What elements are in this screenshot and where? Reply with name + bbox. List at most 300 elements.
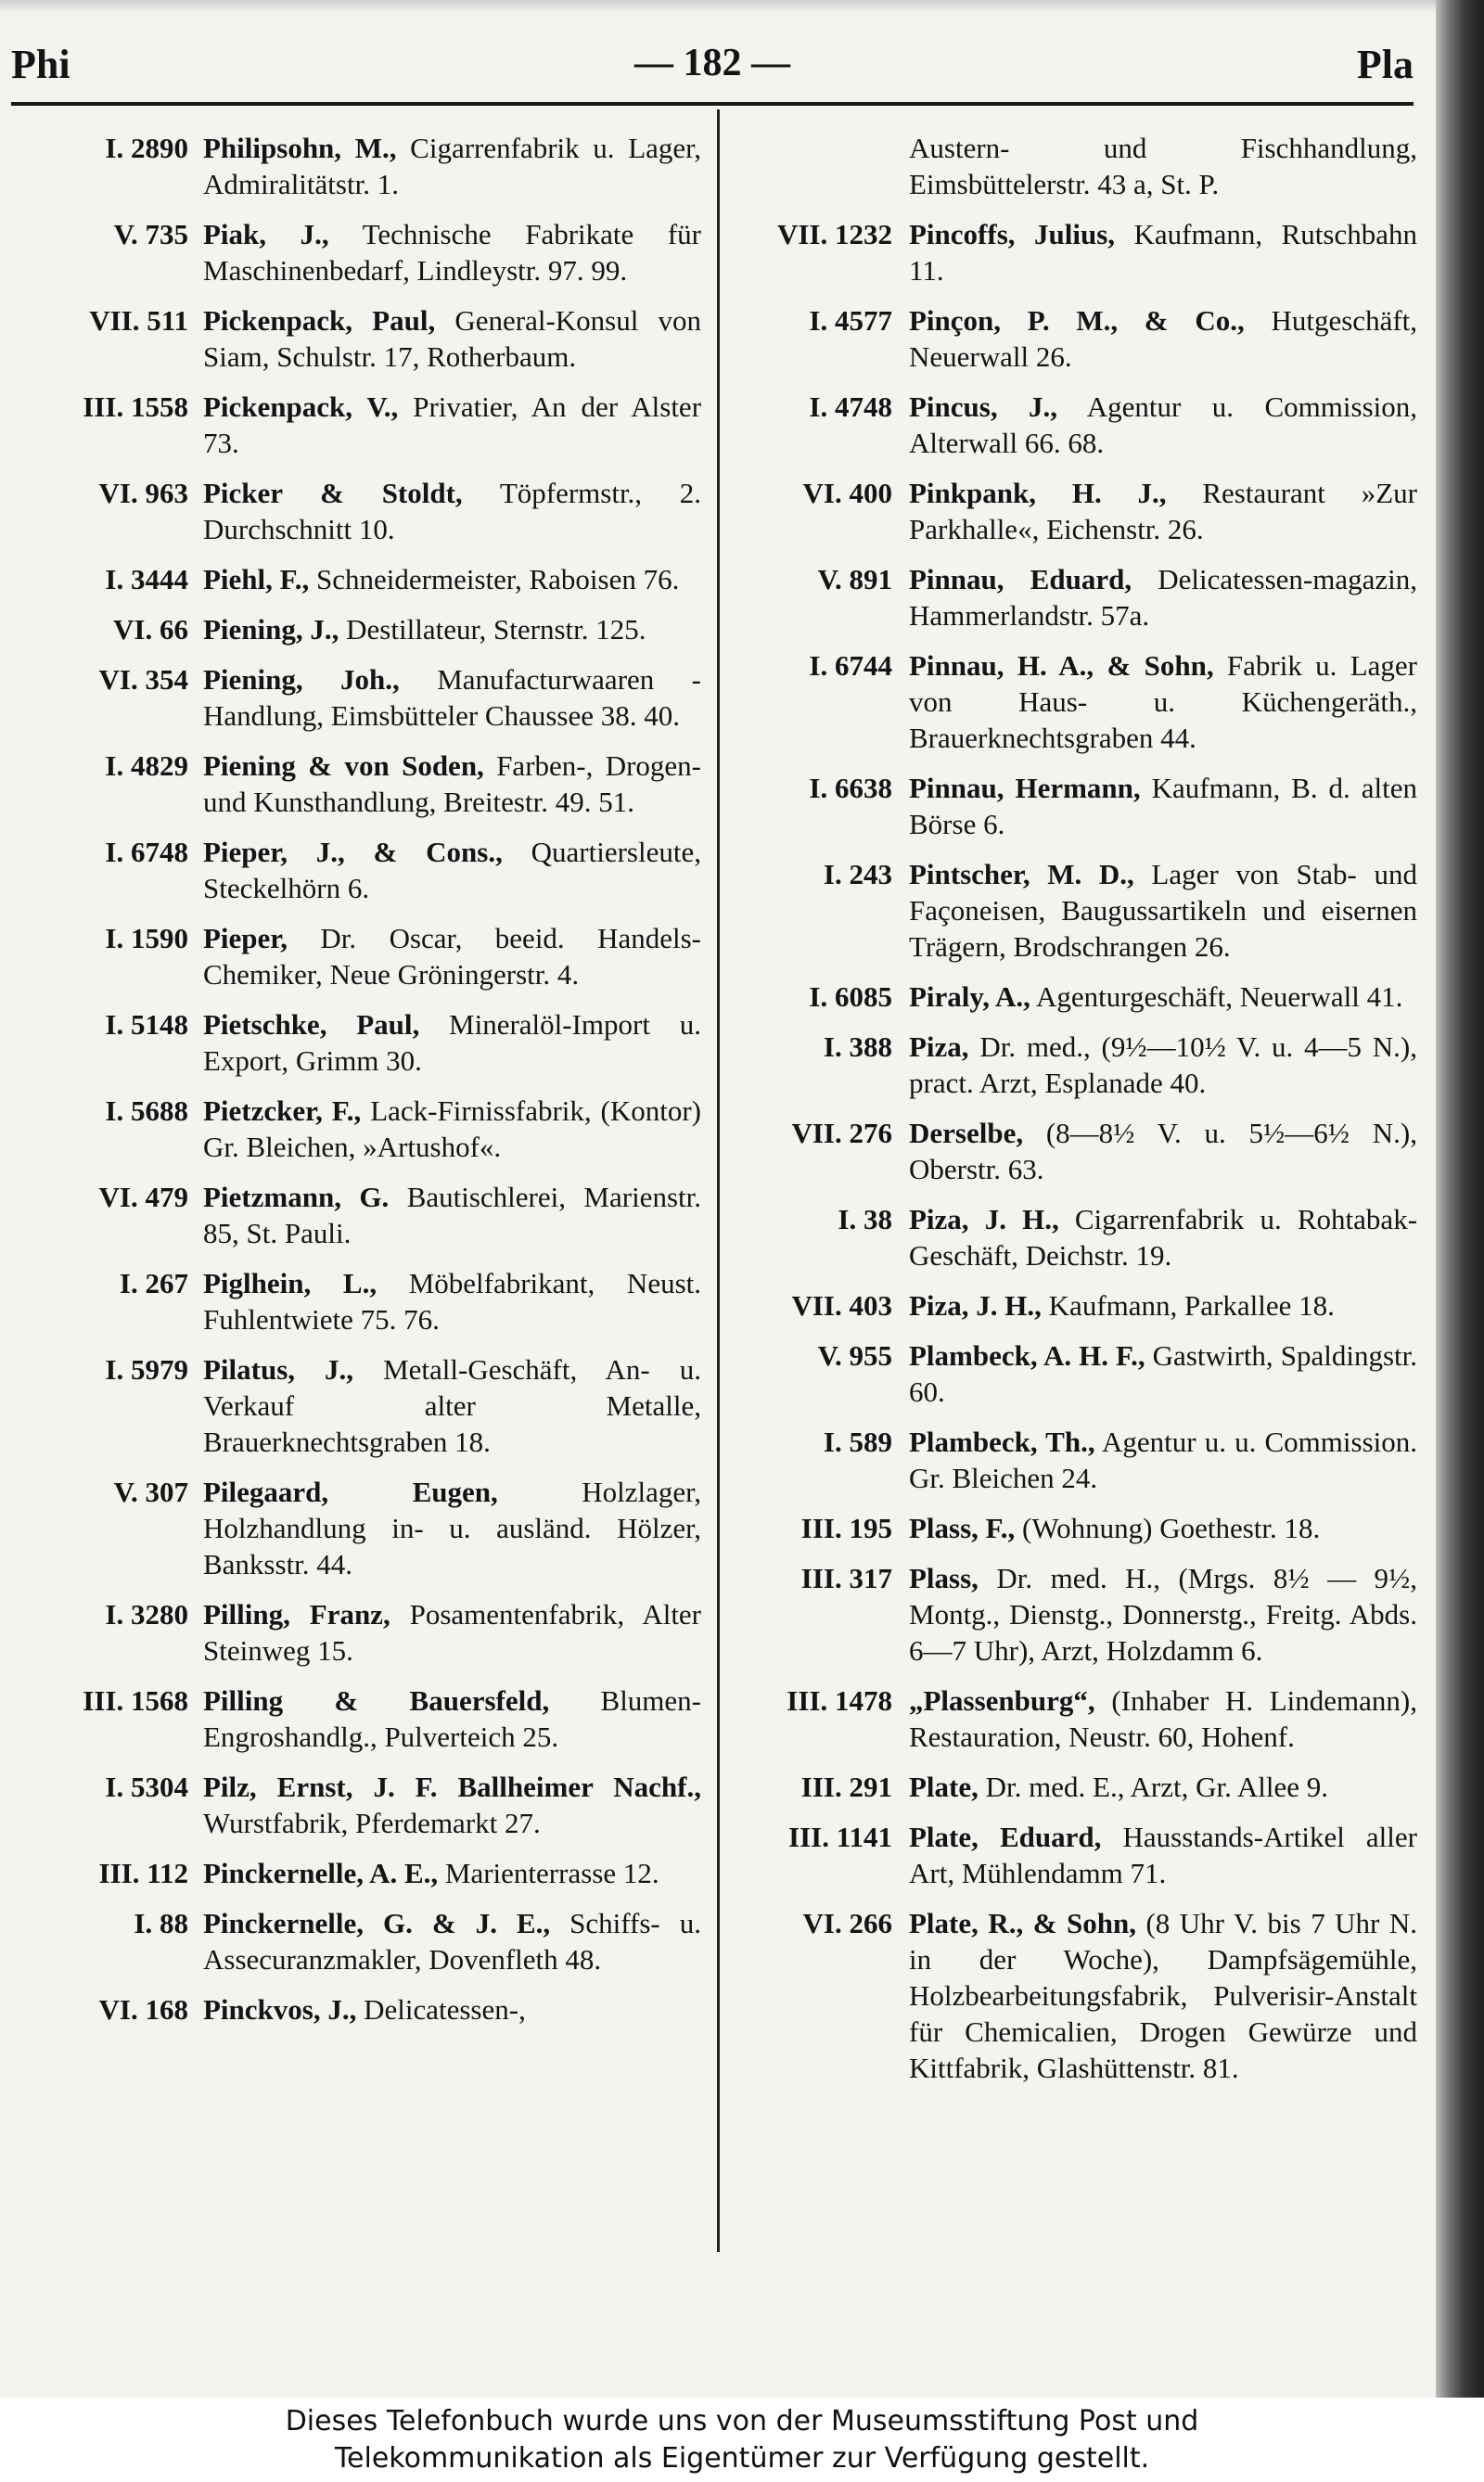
entry-text [909,1682,1417,1755]
entry-text [203,475,701,547]
subscriber-name: Pietzcker, F., [203,1094,362,1127]
phone-number [13,1682,203,1719]
entry-text [203,1351,701,1460]
subscriber-details: Technische Fabrikate für Maschinenbedarf, Lindleystr. 97. 99. [203,218,701,287]
phone-number [733,1424,909,1460]
subscriber-name: Piening, Joh., [203,663,400,696]
subscriber-name: Picker & Stoldt, [203,477,463,509]
phone-number [13,561,203,597]
subscriber-name: Pinckvos, J., [203,1993,357,2026]
subscriber-details: (8 Uhr V. bis 7 Uhr N. in der Woche), Dampfsägemühle, Holzbearbeitungsfabrik, Pulverisir-Anstalt für Chemicalien, Drogen Gewürze und Kittfabrik, Glashüttenstr. 81. [909,1907,1417,2084]
exchange-code: I. [809,649,828,682]
entry-text [203,1265,701,1337]
subscriber-name: Pinnau, Hermann, [909,772,1141,804]
entry-text [909,1201,1417,1273]
subscriber-details: (Wohnung) Goethestr. 18. [1022,1512,1321,1544]
entry-text [203,1006,701,1079]
phone-number [13,1596,203,1632]
directory-entry [13,1905,701,1977]
line-number: 1232 [835,218,892,250]
subscriber-name: Pilling & Bauersfeld, [203,1684,550,1717]
column-divider [717,109,720,2252]
entry-text [909,1029,1417,1101]
subscriber-name: Piening, J., [203,613,339,646]
directory-entry [733,1029,1417,1101]
exchange-code: VI. [802,477,842,509]
subscriber-name: Piraly, A., [909,980,1030,1013]
phone-number [13,1006,203,1043]
line-number: 735 [145,218,188,250]
exchange-code: I. [105,749,124,782]
exchange-code: VI. [113,613,153,646]
directory-entry [13,302,701,375]
subscriber-name: Pinckernelle, A. E., [203,1857,439,1889]
entry-text [909,770,1417,842]
line-number: 955 [849,1339,892,1372]
entry-text [909,389,1417,461]
subscriber-name: Pinckernelle, G. & J. E., [203,1907,551,1939]
subscriber-details: Lack-Firnissfabrik, (Kontor) Gr. Bleichen, »Artushof«. [203,1094,702,1163]
line-number: 243 [849,858,892,890]
subscriber-details: Möbelfabrikant, Neust. Fuhlentwiete 75. 76. [203,1267,701,1336]
exchange-code: I. [823,1030,842,1063]
exchange-code: I. [105,922,124,954]
footer-line-1: Dieses Telefonbuch wurde uns von der Museumsstiftung Post und [285,2405,1199,2437]
directory-entry [13,1991,701,2028]
footer-line-2: Telekommunikation als Eigentümer zur Verfügung gestellt. [334,2442,1150,2475]
phone-number [733,1201,909,1237]
phone-number [13,216,203,252]
subscriber-details: Mineralöl-Import u. Export, Grimm 30. [203,1008,701,1077]
line-number: 1478 [835,1684,892,1717]
line-number: 891 [849,563,892,595]
subscriber-details: Dr. Oscar, beeid. Handels-Chemiker, Neue Gröningerstr. 4. [203,922,701,991]
entry-text [909,216,1417,288]
subscriber-details: (Inhaber H. Lindemann), Restauration, Neustr. 60, Hohenf. [909,1684,1417,1753]
directory-entry [733,561,1417,633]
subscriber-details: (8—8½ V. u. 5½—6½ N.), Oberstr. 63. [909,1117,1417,1185]
line-number: 400 [849,477,892,509]
exchange-code: V. [817,563,842,595]
line-number: 403 [849,1289,892,1322]
subscriber-details: Dr. med. H., (Mrgs. 8½ — 9½, Montg., Dienstg., Donnerstg., Freitg. Abds. 6—7 Uhr), Arzt, Holzdamm 6. [909,1562,1418,1667]
entry-text [909,979,1417,1015]
exchange-code: I. [105,1353,124,1386]
subscriber-details: Agentur u. Commission, Alterwall 66. 68. [909,390,1417,459]
line-number: 2890 [131,132,188,164]
directory-entry [733,1819,1417,1891]
exchange-code: VI. [98,1993,138,2026]
subscriber-name: Pinnau, Eduard, [909,563,1132,595]
subscriber-name: Pickenpack, V., [203,390,399,423]
phone-number [13,1093,203,1129]
directory-entry [733,1560,1417,1669]
exchange-code: VII. [89,304,140,337]
subscriber-name: Pilling, Franz, [203,1598,390,1631]
exchange-code: VII. [791,1117,842,1149]
phone-number [13,130,203,166]
subscriber-name: Plate, R., & Sohn, [909,1907,1136,1939]
line-number: 5688 [131,1094,188,1127]
entry-text [909,302,1417,375]
phone-number [13,1855,203,1891]
directory-entry [733,389,1417,461]
subscriber-name: Plass, F., [909,1512,1016,1544]
subscriber-details: Marienterrasse 12. [444,1857,659,1889]
exchange-code: I. [105,132,124,164]
line-number: 1568 [131,1684,188,1717]
phone-number [733,1819,909,1855]
entry-text [909,1337,1417,1410]
subscriber-details: Töpfermstr., 2. Durchschnitt 10. [203,477,701,545]
line-number: 38 [864,1203,892,1235]
subscriber-name: Pickenpack, Paul, [203,304,436,337]
directory-entry [13,1351,701,1460]
entry-text [203,1093,701,1165]
directory-entry [13,834,701,906]
directory-entry [733,770,1417,842]
phone-number [13,302,203,339]
directory-entry [733,1201,1417,1273]
exchange-code: VI. [98,1181,138,1213]
entry-text [909,647,1417,756]
directory-entry [13,475,701,547]
phone-number [733,856,909,892]
subscriber-details: Metall-Geschäft, An- u. Verkauf alter Metalle, Brauerknechtsgraben 18. [203,1353,702,1458]
phone-number [13,1265,203,1301]
subscriber-details: Blumen-Engroshandlg., Pulverteich 25. [203,1684,702,1753]
exchange-code: I. [119,1267,138,1299]
subscriber-name: Plass, [909,1562,979,1594]
directory-entry [733,856,1417,965]
subscriber-details: Holzlager, Holzhandlung in- u. ausländ. Hölzer, Banksstr. 44. [203,1476,702,1580]
entry-text [909,1510,1417,1546]
line-number: 479 [145,1181,188,1213]
directory-entry [733,647,1417,756]
exchange-code: III. [788,1821,829,1853]
subscriber-details: Bautischlerei, Marienstr. 85, St. Pauli. [203,1181,701,1249]
directory-entry [13,611,701,647]
header-right-keyword: Pla [1356,42,1414,87]
subscriber-name: Piehl, F., [203,563,310,595]
entry-text [203,302,701,375]
exchange-code: I. [134,1907,153,1939]
entry-text [909,475,1417,547]
subscriber-details: Wurstfabrik, Pferdemarkt 27. [203,1807,541,1839]
line-number: 511 [147,304,188,337]
line-number: 1558 [131,390,188,423]
phone-number [733,1769,909,1805]
phone-number [13,1905,203,1941]
subscriber-details: Quartiersleute, Steckelhörn 6. [203,836,701,904]
line-number: 4829 [131,749,188,782]
line-number: 5304 [131,1771,188,1803]
subscriber-name: Piening & von Soden, [203,749,484,782]
subscriber-details: Dr. med., (9½—10½ V. u. 4—5 N.), pract. Arzt, Esplanade 40. [909,1030,1417,1099]
directory-entry [13,216,701,288]
exchange-code: I. [809,304,828,337]
subscriber-name: Pintscher, M. D., [909,858,1134,890]
directory-entry [733,1905,1417,2086]
entry-text [203,1855,701,1891]
phone-number [13,1474,203,1510]
entry-text [909,1287,1417,1324]
line-number: 6744 [835,649,892,682]
line-number: 195 [849,1512,892,1544]
subscriber-name: Plambeck, A. H. F., [909,1339,1145,1372]
subscriber-details: Cigarrenfabrik u. Lager, Admiralitätstr. 1. [203,132,702,200]
entry-text [203,920,701,992]
line-number: 354 [145,663,188,696]
subscriber-name: Piak, J., [203,218,329,250]
exchange-code: III. [800,1562,842,1594]
subscriber-name: Pinkpank, H. J., [909,477,1167,509]
directory-entry [733,1287,1417,1324]
subscriber-name: Pilatus, J., [203,1353,354,1386]
phone-number [733,770,909,806]
subscriber-name: Plate, Eduard, [909,1821,1102,1853]
subscriber-name: Pinnau, H. A., & Sohn, [909,649,1214,682]
exchange-code: III. [800,1771,842,1803]
phone-number [13,834,203,870]
line-number: 6748 [131,836,188,868]
subscriber-details: Fabrik u. Lager von Haus- u. Küchengeräth., Brauerknechtsgraben 44. [909,649,1418,754]
directory-entry [13,389,701,461]
subscriber-name: Pincus, J., [909,390,1058,423]
exchange-code: I. [838,1203,857,1235]
line-number: 5148 [131,1008,188,1041]
exchange-code: V. [113,218,138,250]
subscriber-details: Kaufmann, B. d. alten Börse 6. [909,772,1417,840]
subscriber-name: Plambeck, Th., [909,1426,1095,1458]
line-number: 267 [145,1267,188,1299]
line-number: 4748 [835,390,892,423]
phone-number [733,979,909,1015]
entry-text [909,1905,1417,2086]
phone-number [733,302,909,339]
line-number: 88 [160,1907,188,1939]
line-number: 276 [849,1117,892,1149]
exchange-code: I. [105,1598,124,1631]
subscriber-name: Pieper, J., & Cons., [203,836,503,868]
directory-entry [733,1424,1417,1496]
line-number: 307 [145,1476,188,1508]
subscriber-details: Austern- und Fischhandlung, Eimsbüttelerstr. 43 a, St. P. [909,132,1417,200]
subscriber-name: Piglhein, L., [203,1267,377,1299]
subscriber-details: Delicatessen-magazin, Hammerlandstr. 57a. [909,563,1417,632]
directory-entry [13,748,701,820]
subscriber-details: Gastwirth, Spaldingstr. 60. [909,1339,1417,1408]
entry-text [909,856,1417,965]
subscriber-details: Destillateur, Sternstr. 125. [346,613,646,646]
directory-entry [13,661,701,734]
entry-text [203,748,701,820]
subscriber-details: Cigarrenfabrik u. Rohtabak-Geschäft, Deichstr. 19. [909,1203,1418,1272]
subscriber-details: Dr. med. E., Arzt, Gr. Allee 9. [985,1771,1328,1803]
entry-text [203,1179,701,1251]
entry-text [203,661,701,734]
entry-text [909,1819,1417,1891]
subscriber-details: Delicatessen-, [364,1993,526,2026]
directory-entry [13,1474,701,1582]
page-number: — 182 — [634,42,790,84]
subscriber-name: Pilegaard, Eugen, [203,1476,498,1508]
entry-text [909,130,1417,202]
entry-text [203,1769,701,1841]
line-number: 1590 [131,922,188,954]
phone-number [13,389,203,425]
exchange-code: VI. [98,663,138,696]
entry-text [203,389,701,461]
directory-entry [13,561,701,597]
entry-text [203,561,701,597]
phone-number [733,1510,909,1546]
subscriber-details: Posamentenfabrik, Alter Steinweg 15. [203,1598,702,1667]
exchange-code: I. [105,836,124,868]
exchange-code: III. [98,1857,140,1889]
directory-entry [733,979,1417,1015]
exchange-code: III. [83,390,124,423]
phone-number [13,1991,203,2028]
directory-entry [13,1093,701,1165]
subscriber-name: Pilz, Ernst, J. F. Ballheimer Nachf., [203,1771,701,1803]
entry-text [203,1991,701,2028]
directory-entry [13,1682,701,1755]
subscriber-name: Pincoffs, Julius, [909,218,1116,250]
line-number: 168 [145,1993,188,2026]
entry-text [203,1474,701,1582]
line-number: 963 [145,477,188,509]
directory-entry [733,1337,1417,1410]
subscriber-details: Schiffs- u. Assecuranzmakler, Dovenfleth 48. [203,1907,701,1976]
entry-text [203,130,701,202]
subscriber-details: Hutgeschäft, Neuerwall 26. [909,304,1418,373]
directory-entry [13,1179,701,1251]
phone-number [733,389,909,425]
line-number: 3280 [131,1598,188,1631]
exchange-code: V. [817,1339,842,1372]
directory-entry [733,1682,1417,1755]
subscriber-details: Restaurant »Zur Parkhalle«, Eichenstr. 26. [909,477,1417,545]
line-number: 66 [160,613,188,646]
left-column [13,130,701,2041]
right-column [733,130,1417,2100]
header-rule [11,102,1414,106]
entry-text [203,1682,701,1755]
line-number: 266 [849,1907,892,1939]
directory-entry [733,1769,1417,1805]
exchange-code: VII. [791,1289,842,1322]
line-number: 6085 [835,980,892,1013]
phone-number [733,1905,909,1941]
directory-entry [13,1265,701,1337]
directory-entry [733,1510,1417,1546]
line-number: 6638 [835,772,892,804]
entry-text [909,1424,1417,1496]
phone-number [733,1115,909,1151]
exchange-code: I. [823,858,842,890]
footer-notice [0,2398,1484,2482]
exchange-code: I. [809,390,828,423]
subscriber-details: Kaufmann, Parkallee 18. [1048,1289,1335,1322]
subscriber-details: Privatier, An der Alster 73. [203,390,702,459]
exchange-code: VI. [802,1907,842,1939]
line-number: 112 [147,1857,188,1889]
line-number: 1141 [836,1821,892,1853]
directory-entry [733,130,1417,202]
phone-number [13,611,203,647]
subscriber-details: Kaufmann, Rutschbahn 11. [909,218,1417,287]
subscriber-name: Plate, [909,1771,979,1803]
directory-entry [733,475,1417,547]
page-header [11,41,1414,111]
entry-text [909,561,1417,633]
subscriber-name: Piza, [909,1030,969,1063]
line-number: 317 [849,1562,892,1594]
subscriber-name: Pietschke, Paul, [203,1008,420,1041]
subscriber-name: Derselbe, [909,1117,1024,1149]
directory-entry [13,130,701,202]
line-number: 3444 [131,563,188,595]
line-number: 5979 [131,1353,188,1386]
subscriber-details: General-Konsul von Siam, Schulstr. 17, Rotherbaum. [203,304,701,373]
entry-text [909,1115,1417,1187]
directory-entry [733,302,1417,375]
line-number: 388 [849,1030,892,1063]
exchange-code: I. [105,1008,124,1041]
phone-number [13,748,203,784]
line-number: 589 [849,1426,892,1458]
directory-entry [733,1115,1417,1187]
phone-number [733,1560,909,1596]
phone-number [13,475,203,511]
phone-number [733,216,909,252]
phone-number [733,1029,909,1065]
exchange-code: I. [823,1426,842,1458]
subscriber-details: Manufacturwaaren - Handlung, Eimsbütteler Chaussee 38. 40. [203,663,701,732]
page-top-edge [0,0,1484,13]
phone-number [13,1769,203,1805]
subscriber-name: Pinçon, P. M., & Co., [909,304,1245,337]
phone-number [733,1337,909,1374]
line-number: 4577 [835,304,892,337]
phone-number [13,1351,203,1388]
entry-text [203,611,701,647]
exchange-code: I. [809,980,828,1013]
entry-text [909,1769,1417,1805]
directory-entry [13,1006,701,1079]
directory-entry [13,920,701,992]
directory-entry [733,216,1417,288]
subscriber-name: Pieper, [203,922,288,954]
exchange-code: I. [809,772,828,804]
subscriber-details: Schneidermeister, Raboisen 76. [316,563,680,595]
exchange-code: V. [113,1476,138,1508]
phone-number [733,647,909,684]
phone-number [13,920,203,956]
entry-text [909,1560,1417,1669]
exchange-code: III. [83,1684,124,1717]
entry-text [203,834,701,906]
exchange-code: III. [787,1684,828,1717]
subscriber-details: Farben-, Drogen- und Kunsthandlung, Breitestr. 49. 51. [203,749,702,818]
directory-entry [13,1596,701,1669]
exchange-code: III. [800,1512,842,1544]
directory-entry [13,1855,701,1891]
exchange-code: I. [105,1771,124,1803]
subscriber-details: Agenturgeschäft, Neuerwall 41. [1035,980,1403,1013]
subscriber-name: Philipsohn, M., [203,132,397,164]
